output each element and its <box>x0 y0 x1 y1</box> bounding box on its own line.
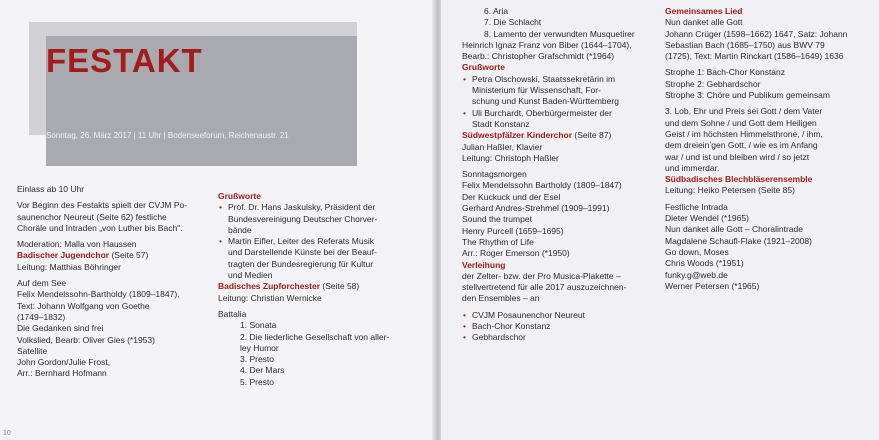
text-line: schung und Kunst Baden-Württemberg <box>472 96 619 107</box>
text-line: war / und ist und bleiben wird / so jetzt <box>665 151 810 162</box>
numbered-item: 1. Sonata <box>240 320 277 331</box>
section-heading <box>462 62 635 73</box>
section-heading-text: Badischer Jugendchor <box>17 250 110 261</box>
text-line: Der Kuckuck und der Esel <box>462 191 561 202</box>
bullet-item: • Bach-Chor Konstanz <box>462 321 635 332</box>
text-line: den Ensembles – an <box>462 293 540 304</box>
text-line: Strophe 1: Bach-Chor Konstanz <box>665 67 786 78</box>
text-line: Leitung: Christoph Haßler <box>462 152 559 163</box>
text-line: Dieter Wendel (*1965) <box>665 213 749 224</box>
text-line: Einlass ab 10 Uhr <box>17 184 85 194</box>
text-line: Bearb.: Christopher Grafschmidt (*1964) <box>462 51 615 62</box>
program-column-1 <box>17 184 187 380</box>
text-line: Festliche Intrada <box>665 201 728 212</box>
text-line: und Medien <box>228 270 273 281</box>
section-heading-text: Südbadisches Blechbläserensemble <box>665 174 813 185</box>
bullet-item: • Petra Olschowski, Staatssekretärin im <box>462 74 635 85</box>
text-line: und dem Sohne / und Gott dem Heiligen <box>665 117 817 128</box>
text-line: Felix Mendelssohn Bartholdy (1809–1847) <box>462 180 622 191</box>
section-heading-text: Südwestpfälzer Kinderchor <box>462 130 573 141</box>
section-heading-text: Badisches Zupforchester <box>218 281 321 292</box>
page-reference: (Seite 87) <box>572 130 612 141</box>
numbered-item: 6. Aria <box>484 6 509 16</box>
text-line: tragten der Bundesregierung für Kultur <box>228 258 374 269</box>
text-line: Strophe 3: Chöre und Publikum gemeinsam <box>665 90 830 101</box>
bullet-item: • Martin Eifler, Leiter des Referats Musik <box>218 236 389 247</box>
text-line: Auf dem See <box>17 278 67 289</box>
text-line: funky.g@web.de <box>665 269 728 280</box>
text-line: Leitung: Matthias Böhringer <box>17 261 121 272</box>
section-heading-text: Verleihung <box>462 259 506 270</box>
numbered-item: 3. Presto <box>240 354 275 365</box>
text-line: Vor Beginn des Festakts spielt der CVJM Po- <box>17 200 188 211</box>
text-line: Sonntagsmorgen <box>462 169 527 180</box>
text-line: saunenchor Neureut (Seite 62) festliche <box>17 211 167 222</box>
text-line: Choräle und Intraden „von Luther bis Bach". <box>17 222 183 233</box>
text-line: Text: Johann Wolfgang von Goethe <box>17 300 150 311</box>
section-heading <box>17 250 187 261</box>
text-line: Battalia <box>218 308 247 319</box>
bullet-item: • Prof. Dr. Hans Jaskulsky, Präsident der <box>218 202 389 213</box>
text-line: und immerdar. <box>665 162 720 173</box>
page-title: FESTAKT <box>46 42 203 79</box>
text-line: Magdalene Schaufl-Flake (1921–2008) <box>665 235 812 246</box>
text-line: Ministerium für Wissenschaft, For- <box>472 85 601 96</box>
numbered-item: 4. Der Mars <box>240 365 285 376</box>
text-line: Sound the trumpet <box>462 214 532 225</box>
numbered-item: ley Humor <box>240 342 279 353</box>
text-line: Nun danket alle Gott – Choralintrade <box>665 224 803 235</box>
program-column-4 <box>665 6 847 292</box>
section-heading <box>462 260 635 271</box>
text-line: The Rhythm of Life <box>462 236 534 247</box>
text-line: Werner Petersen (*1965) <box>665 280 760 291</box>
text-line: Gerhard Andres-Strehmel (1909–1991) <box>462 203 610 214</box>
page-reference: (Seite 57) <box>109 250 149 261</box>
text-line: Leitung: Christian Wernicke <box>218 292 322 303</box>
text-line: Leitung: Heiko Petersen (Seite 85) <box>665 185 795 196</box>
program-column-3 <box>462 6 635 344</box>
section-heading-text: Grußworte <box>218 191 261 201</box>
text-line: stellvertretend für alle 2017 auszuzeichnen- <box>462 282 627 293</box>
text-line: Arr.: Bernhard Hofmann <box>17 368 107 379</box>
section-heading <box>218 191 389 202</box>
text-line: Arr.: Roger Emerson (*1950) <box>462 248 570 259</box>
text-line: bände <box>228 224 252 235</box>
text-line: Volkslied, Bearb: Oliver Gies (*1953) <box>17 334 155 345</box>
text-line: dem dreieinʼgen Gott, / wie es im Anfang <box>665 140 818 151</box>
text-line: 3. Lob, Ehr und Preis sei Gott / dem Vater <box>665 106 823 117</box>
bullet-item: • Gebhardschor <box>462 332 635 343</box>
text-line: Heinrich Ignaz Franz von Biber (1644–1704), <box>462 39 632 50</box>
text-line: Julian Haßler, Klavier <box>462 141 543 152</box>
bullet-item: • CVJM Posaunenchor Neureut <box>462 310 635 321</box>
event-details: Sonntag, 26. März 2017 | 11 Uhr | Bodenseeforum, Reichenaustr. 21 <box>46 131 289 140</box>
text-line: Nun danket alle Gott <box>665 17 743 28</box>
text-line: Bundesvereinigung Deutscher Chorver- <box>228 213 378 224</box>
section-heading <box>462 130 635 141</box>
text-line: Moderation: Malla von Haussen <box>17 239 137 250</box>
numbered-item: 5. Presto <box>240 376 275 387</box>
text-line: Satellite <box>17 345 48 356</box>
text-line: Felix Mendelssohn-Bartholdy (1809–1847), <box>17 289 180 300</box>
text-line: und Darstellende Künste bei der Beauf- <box>228 247 377 258</box>
text-line: Stadt Konstanz <box>472 118 530 129</box>
numbered-item: 7. Die Schlacht <box>484 17 542 28</box>
text-line: (1725), Text: Martin Rinckart (1586–1649) 1636 <box>665 51 844 62</box>
section-heading <box>665 174 847 185</box>
numbered-item: 8. Lamento der verwundten Musquetirer <box>484 28 635 39</box>
page-reference: (Seite 58) <box>320 281 360 292</box>
numbered-item: 2. Die liederliche Gesellschaft von aller- <box>240 331 390 342</box>
text-line: Chris Woods (*1951) <box>665 258 744 269</box>
program-column-2 <box>218 191 389 388</box>
text-line: Sebastian Bach (1685–1750) aus BWV 79 <box>665 39 825 50</box>
text-line: Geist / im höchsten Himmelsthrone, / ihm, <box>665 128 823 139</box>
right-page <box>441 0 879 440</box>
text-line: (1749–1832) <box>17 311 66 322</box>
bullet-item: • Uli Burchardt, Oberbürgermeister der <box>462 108 635 119</box>
text-line: Henry Purcell (1659–1695) <box>462 225 564 236</box>
section-heading <box>218 281 389 292</box>
section-heading-text: Gemeinsames Lied <box>665 6 743 16</box>
section-heading <box>665 6 847 17</box>
text-line: Die Gedanken sind frei <box>17 323 104 334</box>
page-number-left: 10 <box>3 430 11 437</box>
text-line: John Gordon/Julie Frost, <box>17 357 111 368</box>
text-line: Go down, Moses <box>665 246 729 257</box>
text-line: Johann Crüger (1598–1662) 1647, Satz: Johann <box>665 28 848 39</box>
left-page <box>0 0 437 440</box>
text-line: Strophe 2: Gebhardschor <box>665 78 761 89</box>
text-line: der Zelter- bzw. der Pro Musica-Plakette – <box>462 270 621 281</box>
section-heading-text: Grußworte <box>462 62 505 73</box>
